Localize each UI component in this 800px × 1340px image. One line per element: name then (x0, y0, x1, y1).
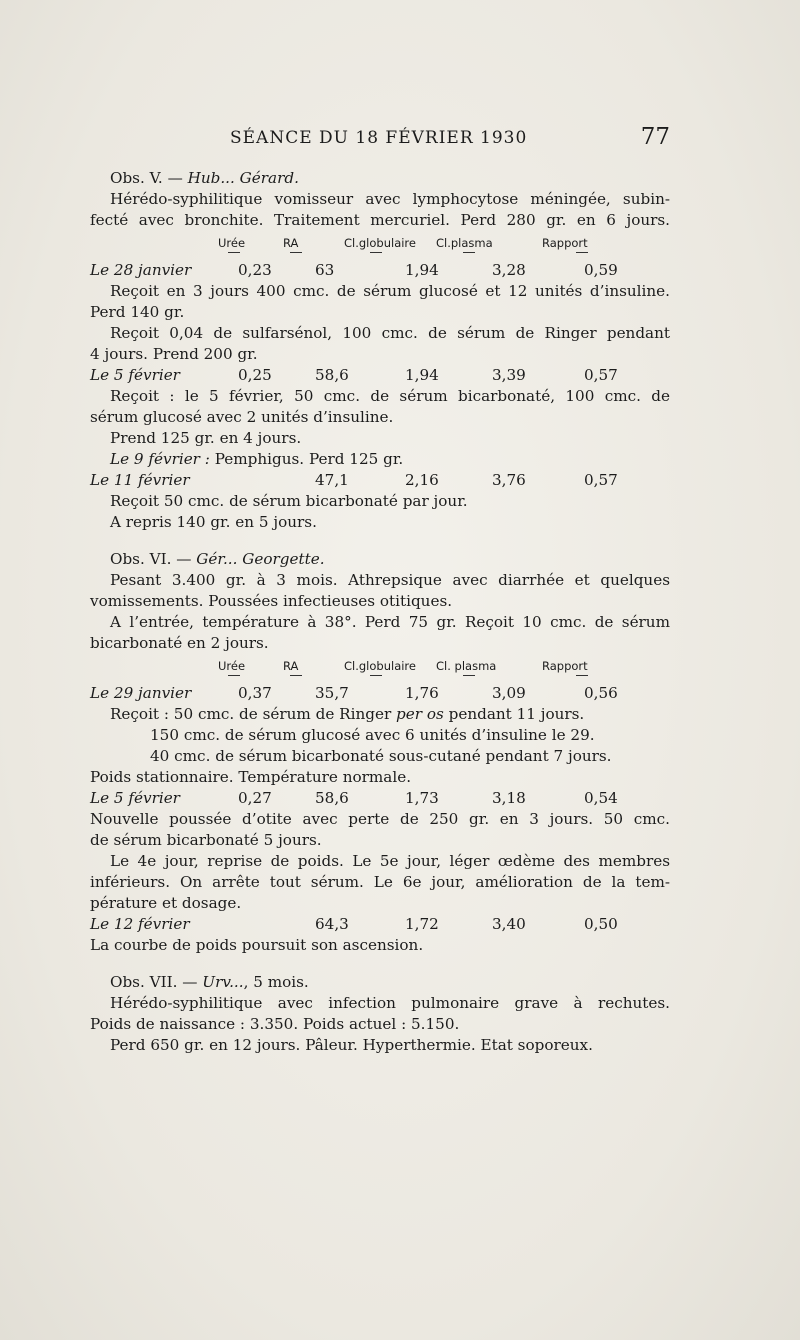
dash (290, 675, 302, 676)
cell-ra: 47,1 (315, 471, 349, 489)
section-gap (90, 533, 670, 549)
col-header-ra: RA (283, 659, 299, 673)
obs7-name: Urv... (202, 973, 244, 991)
row-date: Le 28 janvier (90, 261, 192, 279)
obs6-p1-line1 (90, 704, 670, 725)
col-header-cl-globulaire: Cl.globulaire (344, 236, 416, 250)
dash (370, 675, 382, 676)
cell-uree: 0,37 (238, 684, 272, 702)
obs6-p4-line2: inférieurs. On arrête tout sérum. Le 6e jour, amélioration de la tem- (90, 873, 670, 891)
obs5-p4: Prend 125 gr. en 4 jours. (110, 429, 302, 447)
obs6-dash: — (171, 550, 197, 568)
obs6-intro-line4: bicarbonaté en 2 jours. (90, 634, 269, 652)
table-row (90, 365, 670, 386)
cell-uree: 0,25 (238, 366, 272, 384)
obs7-title (90, 972, 670, 993)
page-body (90, 168, 670, 1056)
cell-cl-plasma: 3,40 (492, 915, 526, 933)
cell-rapport: 0,57 (584, 366, 618, 384)
section-gap (90, 956, 670, 972)
col-header-uree: Urée (218, 659, 246, 673)
obs5-intro-line2: fecté avec bronchite. Traitement mercuriel. Perd 280 gr. en 6 jours. (90, 211, 670, 229)
header-rule-dashes (90, 675, 670, 683)
col-header-cl-plasma: Cl. plasma (436, 659, 497, 673)
obs5-p5-date: Le 9 février : (110, 450, 210, 468)
dash (463, 252, 475, 253)
header-rule-dashes (90, 252, 670, 260)
obs7-intro-line3: Perd 650 gr. en 12 jours. Pâleur. Hyperthermie. Etat soporeux. (110, 1036, 593, 1054)
dash (576, 675, 588, 676)
obs5-label: Obs. V. (110, 169, 163, 187)
obs6-label: Obs. VI. (110, 550, 172, 568)
cell-uree: 0,27 (238, 789, 272, 807)
col-header-cl-globulaire: Cl.globulaire (344, 659, 416, 673)
obs6-intro-line2: vomissements. Poussées infectieuses otitiques. (90, 592, 453, 610)
table-row (90, 683, 670, 704)
col-header-rapport: Rapport (542, 236, 588, 250)
cell-cl-plasma: 3,76 (492, 471, 526, 489)
obs5-table-header (90, 231, 670, 252)
cell-rapport: 0,59 (584, 261, 618, 279)
obs6-name: Gér... Georgette. (196, 550, 325, 568)
obs6-p3-line2: de sérum bicarbonaté 5 jours. (90, 831, 322, 849)
cell-cl-plasma: 3,39 (492, 366, 526, 384)
obs6-p4-line1: Le 4e jour, reprise de poids. Le 5e jour, léger œdème des membres (110, 852, 670, 870)
obs6-p1-per-os: per os (396, 705, 444, 723)
obs5-p6: Reçoit 50 cmc. de sérum bicarbonaté par jour. (110, 492, 468, 510)
cell-rapport: 0,50 (584, 915, 618, 933)
col-header-uree: Urée (218, 236, 246, 250)
obs7-intro-line2: Poids de naissance : 3.350. Poids actuel : 5.150. (90, 1015, 460, 1033)
page-number: 77 (640, 124, 670, 150)
cell-rapport: 0,54 (584, 789, 618, 807)
dash (228, 675, 240, 676)
obs5-p1-line2: Perd 140 gr. (90, 303, 185, 321)
cell-cl-globulaire: 1,94 (405, 366, 439, 384)
obs6-p1-post: pendant 11 jours. (443, 705, 585, 723)
cell-ra: 64,3 (315, 915, 349, 933)
obs6-p1-pre: Reçoit : 50 cmc. de sérum de Ringer (110, 705, 397, 723)
cell-uree: 0,23 (238, 261, 272, 279)
cell-ra: 58,6 (315, 366, 349, 384)
obs6-p1-line2: 150 cmc. de sérum glucosé avec 6 unités d’insuline le 29. (150, 726, 595, 744)
cell-rapport: 0,56 (584, 684, 618, 702)
obs6-table-header (90, 654, 670, 675)
obs5-p3-line2: sérum glucosé avec 2 unités d’insuline. (90, 408, 394, 426)
row-date: Le 12 février (90, 915, 190, 933)
table-row (90, 260, 670, 281)
obs6-intro-line1: Pesant 3.400 gr. à 3 mois. Athrepsique avec diarrhée et quelques (110, 571, 670, 589)
obs7-label: Obs. VII. (110, 973, 178, 991)
page-header (90, 124, 670, 158)
cell-ra: 35,7 (315, 684, 349, 702)
table-row (90, 470, 670, 491)
table-row (90, 914, 670, 935)
dash (228, 252, 240, 253)
obs5-p1-line1: Reçoit en 3 jours 400 cmc. de sérum glucosé et 12 unités d’insuline. (110, 282, 670, 300)
obs5-p3-line1: Reçoit : le 5 février, 50 cmc. de sérum bicarbonaté, 100 cmc. de (110, 387, 670, 405)
obs6-p1-line3: 40 cmc. de sérum bicarbonaté sous-cutané pendant 7 jours. (150, 747, 612, 765)
cell-cl-plasma: 3,18 (492, 789, 526, 807)
obs5-p2-line1: Reçoit 0,04 de sulfarsénol, 100 cmc. de sérum de Ringer pendant (110, 324, 670, 342)
cell-cl-globulaire: 1,73 (405, 789, 439, 807)
obs6-intro-line3: A l’entrée, température à 38°. Perd 75 gr. Reçoit 10 cmc. de sérum (110, 613, 670, 631)
col-header-ra: RA (283, 236, 299, 250)
cell-ra: 58,6 (315, 789, 349, 807)
running-head: SÉANCE DU 18 FÉVRIER 1930 (230, 128, 528, 148)
obs6-p5: La courbe de poids poursuit son ascension. (90, 936, 424, 954)
obs5-title (90, 168, 670, 189)
cell-cl-globulaire: 1,72 (405, 915, 439, 933)
row-date: Le 5 février (90, 789, 180, 807)
obs5-name: Hub... Gérard. (187, 169, 299, 187)
row-date: Le 11 février (90, 471, 190, 489)
row-date: Le 5 février (90, 366, 180, 384)
obs7-dash: — (177, 973, 203, 991)
cell-rapport: 0,57 (584, 471, 618, 489)
obs6-p2: Poids stationnaire. Température normale. (90, 768, 412, 786)
dash (463, 675, 475, 676)
obs5-p5 (90, 449, 670, 470)
dash (370, 252, 382, 253)
dash (576, 252, 588, 253)
obs5-p5-text: Pemphigus. Perd 125 gr. (209, 450, 404, 468)
obs6-title (90, 549, 670, 570)
table-row (90, 788, 670, 809)
obs6-p3-line1: Nouvelle poussée d’otite avec perte de 250 gr. en 3 jours. 50 cmc. (90, 810, 670, 828)
dash (290, 252, 302, 253)
cell-cl-plasma: 3,09 (492, 684, 526, 702)
obs6-p4-line3: pérature et dosage. (90, 894, 242, 912)
cell-cl-globulaire: 2,16 (405, 471, 439, 489)
obs5-p7: A repris 140 gr. en 5 jours. (110, 513, 317, 531)
obs5-dash: — (162, 169, 188, 187)
cell-ra: 63 (315, 261, 335, 279)
row-date: Le 29 janvier (90, 684, 192, 702)
col-header-rapport: Rapport (542, 659, 588, 673)
cell-cl-plasma: 3,28 (492, 261, 526, 279)
obs5-intro-line1: Hérédo-syphilitique vomisseur avec lymphocytose méningée, subin- (110, 190, 670, 208)
obs5-p2-line2: 4 jours. Prend 200 gr. (90, 345, 258, 363)
obs7-intro-line1: Hérédo-syphilitique avec infection pulmonaire grave à rechutes. (110, 994, 670, 1012)
cell-cl-globulaire: 1,94 (405, 261, 439, 279)
obs7-age: , 5 mois. (243, 973, 309, 991)
cell-cl-globulaire: 1,76 (405, 684, 439, 702)
col-header-cl-plasma: Cl.plasma (436, 236, 493, 250)
